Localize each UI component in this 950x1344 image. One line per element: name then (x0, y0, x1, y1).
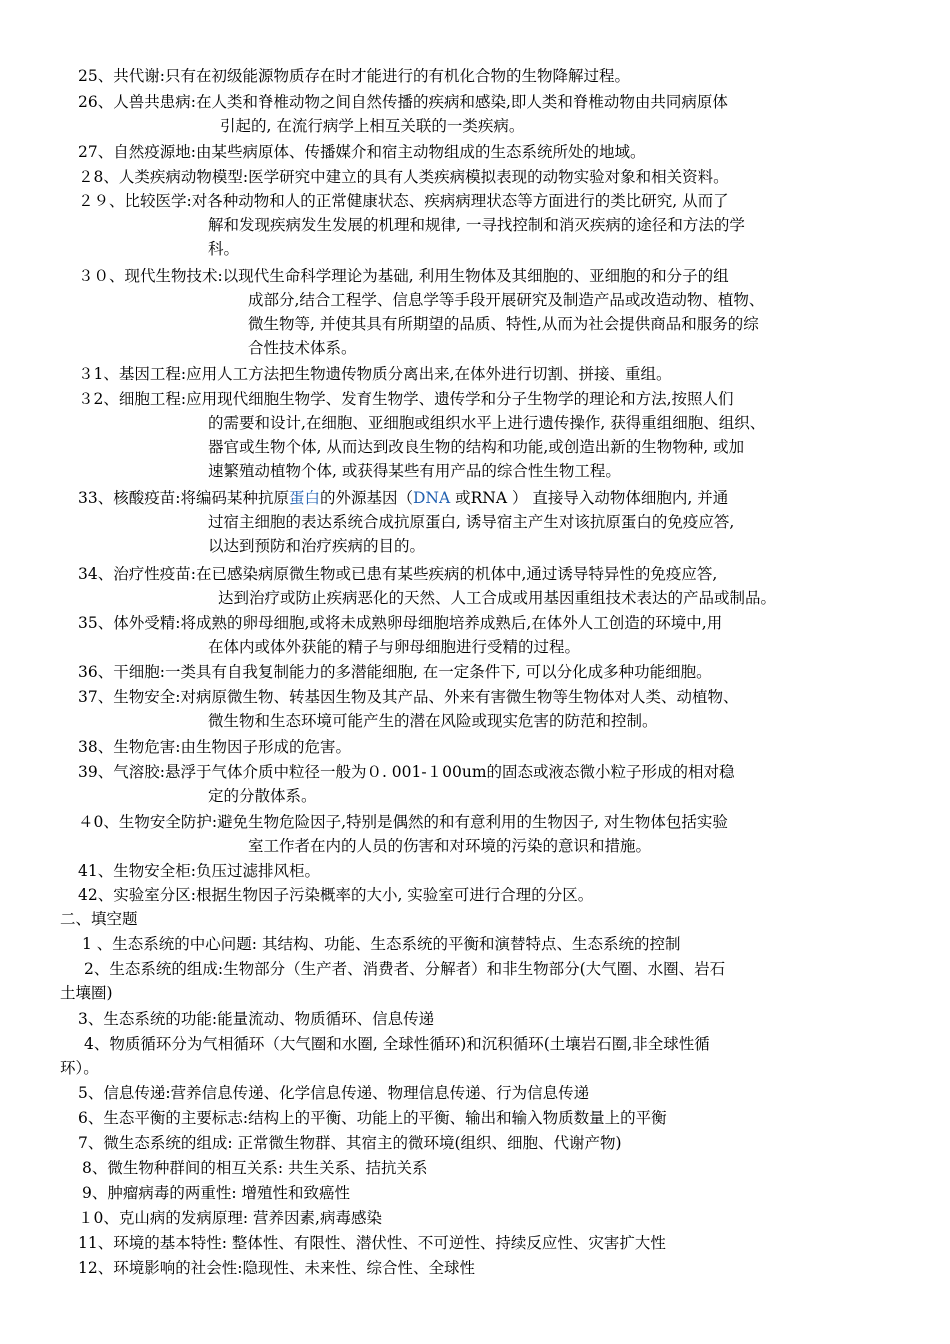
term-definition-cont: 微生物和生态环境可能产生的潜在风险或现实危害的防范和控制。 (208, 712, 658, 730)
hyperlink-dna[interactable]: DNA (413, 489, 451, 507)
term-label: 41、生物安全柜: (78, 862, 196, 880)
term-41 (0, 859, 922, 883)
blank-text: 9、肿瘤病毒的两重性: 增殖性和致癌性 (82, 1184, 351, 1202)
term-definition: 由生物因子形成的危害。 (180, 738, 351, 756)
term-28 (0, 165, 922, 189)
blank-text: 2、生态系统的组成:生物部分（生产者、消费者、分解者）和非生物部分(大气圈、水圈、岩石 (84, 960, 726, 978)
term-34 (0, 562, 922, 610)
term-definition-cont: 速繁殖动植物个体, 或获得某些有用产品的综合性生物工程。 (208, 462, 621, 480)
blank-8 (0, 1156, 922, 1180)
term-definition-cont: 合性技术体系。 (248, 339, 357, 357)
term-definition: 由某些病原体、传播媒介和宿主动物组成的生态系统所处的地域。 (195, 143, 646, 161)
term-label: ３2、细胞工程: (78, 390, 187, 408)
term-definition: 应用人工方法把生物遗传物质分离出来,在体外进行切割、拼接、重组。 (186, 365, 672, 383)
term-label: 36、干细胞: (78, 663, 165, 681)
term-definition: 只有在初级能源物质存在时才能进行的有机化合物的生物降解过程。 (164, 67, 630, 85)
term-25 (0, 64, 922, 88)
term-label: 33、核酸疫苗: (78, 489, 181, 507)
term-definition-cont: 解和发现疾病发生发展的机理和规律, 一寻找控制和消灭疾病的途径和方法的学 (208, 216, 745, 234)
blank-10 (0, 1206, 922, 1230)
term-label: ４0、生物安全防护: (78, 813, 218, 831)
blank-text-cont: 环）。 (60, 1059, 99, 1077)
blank-5 (0, 1081, 922, 1105)
term-definition-cont: 器官或生物个体, 从而达到改良生物的结构和功能,或创造出新的生物物种, 或加 (208, 438, 745, 456)
term-definition: 一类具有自我复制能力的多潜能细胞, 在一定条件下, 可以分化成多种功能细胞。 (164, 663, 712, 681)
term-definition-cont: 定的分散体系。 (208, 787, 317, 805)
term-definition: 在已感染病原微生物或已患有某些疾病的机体中,通过诱导特异性的免疫应答, (195, 565, 718, 583)
blank-1 (0, 932, 922, 956)
term-30 (0, 264, 922, 360)
term-definition: 的外源基因（ (319, 489, 413, 507)
blank-6 (0, 1106, 922, 1130)
term-definition-cont: 科。 (208, 240, 240, 258)
blank-text-cont: 土壤圈) (60, 984, 113, 1002)
term-label: 34、治疗性疫苗: (78, 565, 196, 583)
term-definition: 将成熟的卵母细胞,或将未成熟卵母细胞培养成熟后,在体外人工创造的环境中,用 (180, 614, 723, 632)
term-label: ３０、现代生物技术: (78, 267, 223, 285)
term-38 (0, 735, 922, 759)
term-definition: 负压过滤排风柜。 (195, 862, 320, 880)
term-definition: 将编码某种抗原 (180, 489, 289, 507)
term-definition-cont: 过宿主细胞的表达系统合成抗原蛋白, 诱导宿主产生对该抗原蛋白的免疫应答, (208, 513, 735, 531)
term-definition: 根据生物因子污染概率的大小, 实验室可进行合理的分区。 (195, 886, 594, 904)
blank-4 (0, 1032, 922, 1080)
term-42 (0, 883, 922, 907)
term-label: 27、自然疫源地: (78, 143, 196, 161)
term-definition: 以现代生命科学理论为基础, 利用生物体及其细胞的、亚细胞的和分子的组 (222, 267, 729, 285)
term-definition: 对各种动物和人的正常健康状态、疾病病理状态等方面进行的类比研究, 从而了 (191, 192, 729, 210)
term-35 (0, 611, 922, 659)
term-definition-cont: 微生物等, 并使其具有所期望的品质、特性,从而为社会提供商品和服务的综 (248, 315, 759, 333)
term-33 (0, 486, 922, 558)
term-label: 42、实验室分区: (78, 886, 196, 904)
term-definition: 或RNA ） 直接导入动物体细胞内, 并通 (450, 489, 729, 507)
term-26 (0, 90, 922, 138)
term-39 (0, 760, 922, 808)
blank-text: 4、物质循环分为气相循环（大气圈和水圈, 全球性循环)和沉积循环(土壤岩石圈,非全球性循 (84, 1035, 710, 1053)
term-label: 39、气溶胶: (78, 763, 165, 781)
section-title: 二、填空题 (60, 910, 138, 928)
term-definition-cont: 的需要和设计,在细胞、亚细胞或组织水平上进行遗传操作, 获得重组细胞、组织、 (208, 414, 766, 432)
term-label: ２8、人类疾病动物模型: (78, 168, 249, 186)
term-29 (0, 189, 922, 261)
term-definition: 在人类和脊椎动物之间自然传播的疾病和感染,即人类和脊椎动物由共同病原体 (195, 93, 728, 111)
term-definition-cont: 成部分,结合工程学、信息学等手段开展研究及制造产品或改造动物、植物、 (248, 291, 765, 309)
term-definition-cont: 以达到预防和治疗疾病的目的。 (208, 537, 426, 555)
term-label: ２９、比较医学: (78, 192, 192, 210)
term-definition: 医学研究中建立的具有人类疾病模拟表现的动物实验对象和相关资料。 (248, 168, 729, 186)
term-label: 37、生物安全: (78, 688, 181, 706)
blank-text: １0、克山病的发病原理: 营养因素,病毒感染 (78, 1209, 382, 1227)
blank-12 (0, 1256, 922, 1280)
term-definition-cont: 室工作者在内的人员的伤害和对环境的污染的意识和措施。 (248, 837, 652, 855)
blank-text: 12、环境影响的社会性:隐现性、未来性、综合性、全球性 (78, 1259, 475, 1277)
blank-9 (0, 1181, 922, 1205)
term-32 (0, 387, 922, 483)
term-label: 26、人兽共患病: (78, 93, 196, 111)
term-40 (0, 810, 922, 858)
term-27 (0, 140, 922, 164)
blank-text: 1 、生态系统的中心问题: 其结构、功能、生态系统的平衡和演替特点、生态系统的控制 (82, 935, 681, 953)
blank-text: 5、信息传递:营养信息传递、化学信息传递、物理信息传递、行为信息传递 (78, 1084, 590, 1102)
blank-2 (0, 957, 922, 1005)
term-definition: 应用现代细胞生物学、发育生物学、遗传学和分子生物学的理论和方法,按照人们 (186, 390, 734, 408)
hyperlink-protein[interactable]: 蛋白 (288, 489, 320, 507)
term-31 (0, 362, 922, 386)
term-definition-cont: 引起的, 在流行病学上相互关联的一类疾病。 (220, 117, 525, 135)
blank-text: 8、微生物种群间的相互关系: 共生关系、拮抗关系 (82, 1159, 428, 1177)
blank-text: 7、微生态系统的组成: 正常微生物群、其宿主的微环境(组织、细胞、代谢产物) (78, 1134, 622, 1152)
term-label: 25、共代谢: (78, 67, 165, 85)
blank-11 (0, 1231, 922, 1255)
blank-text: 3、生态系统的功能:能量流动、物质循环、信息传递 (78, 1010, 435, 1028)
term-definition-cont: 在体内或体外获能的精子与卵母细胞进行受精的过程。 (208, 638, 581, 656)
term-definition: 避免生物危险因子,特别是偶然的和有意利用的生物因子, 对生物体包括实验 (217, 813, 728, 831)
term-label: ３1、基因工程: (78, 365, 187, 383)
term-36 (0, 660, 922, 684)
blank-7 (0, 1131, 922, 1155)
term-label: 35、体外受精: (78, 614, 181, 632)
term-definition: 对病原微生物、转基因生物及其产品、外来有害微生物等生物体对人类、动植物、 (180, 688, 739, 706)
term-37 (0, 685, 922, 733)
blank-text: 6、生态平衡的主要标志:结构上的平衡、功能上的平衡、输出和输入物质数量上的平衡 (78, 1109, 667, 1127)
term-definition-cont: 达到治疗或防止疾病恶化的天然、人工合成或用基因重组技术表达的产品或制品。 (218, 589, 777, 607)
blank-3 (0, 1007, 922, 1031)
blank-text: 11、环境的基本特性: 整体性、有限性、潜伏性、不可逆性、持续反应性、灾害扩大性 (78, 1234, 666, 1252)
term-definition: 悬浮于气体介质中粒径一般为０. 001-１00um的固态或液态微小粒子形成的相对稳 (164, 763, 735, 781)
term-label: 38、生物危害: (78, 738, 181, 756)
